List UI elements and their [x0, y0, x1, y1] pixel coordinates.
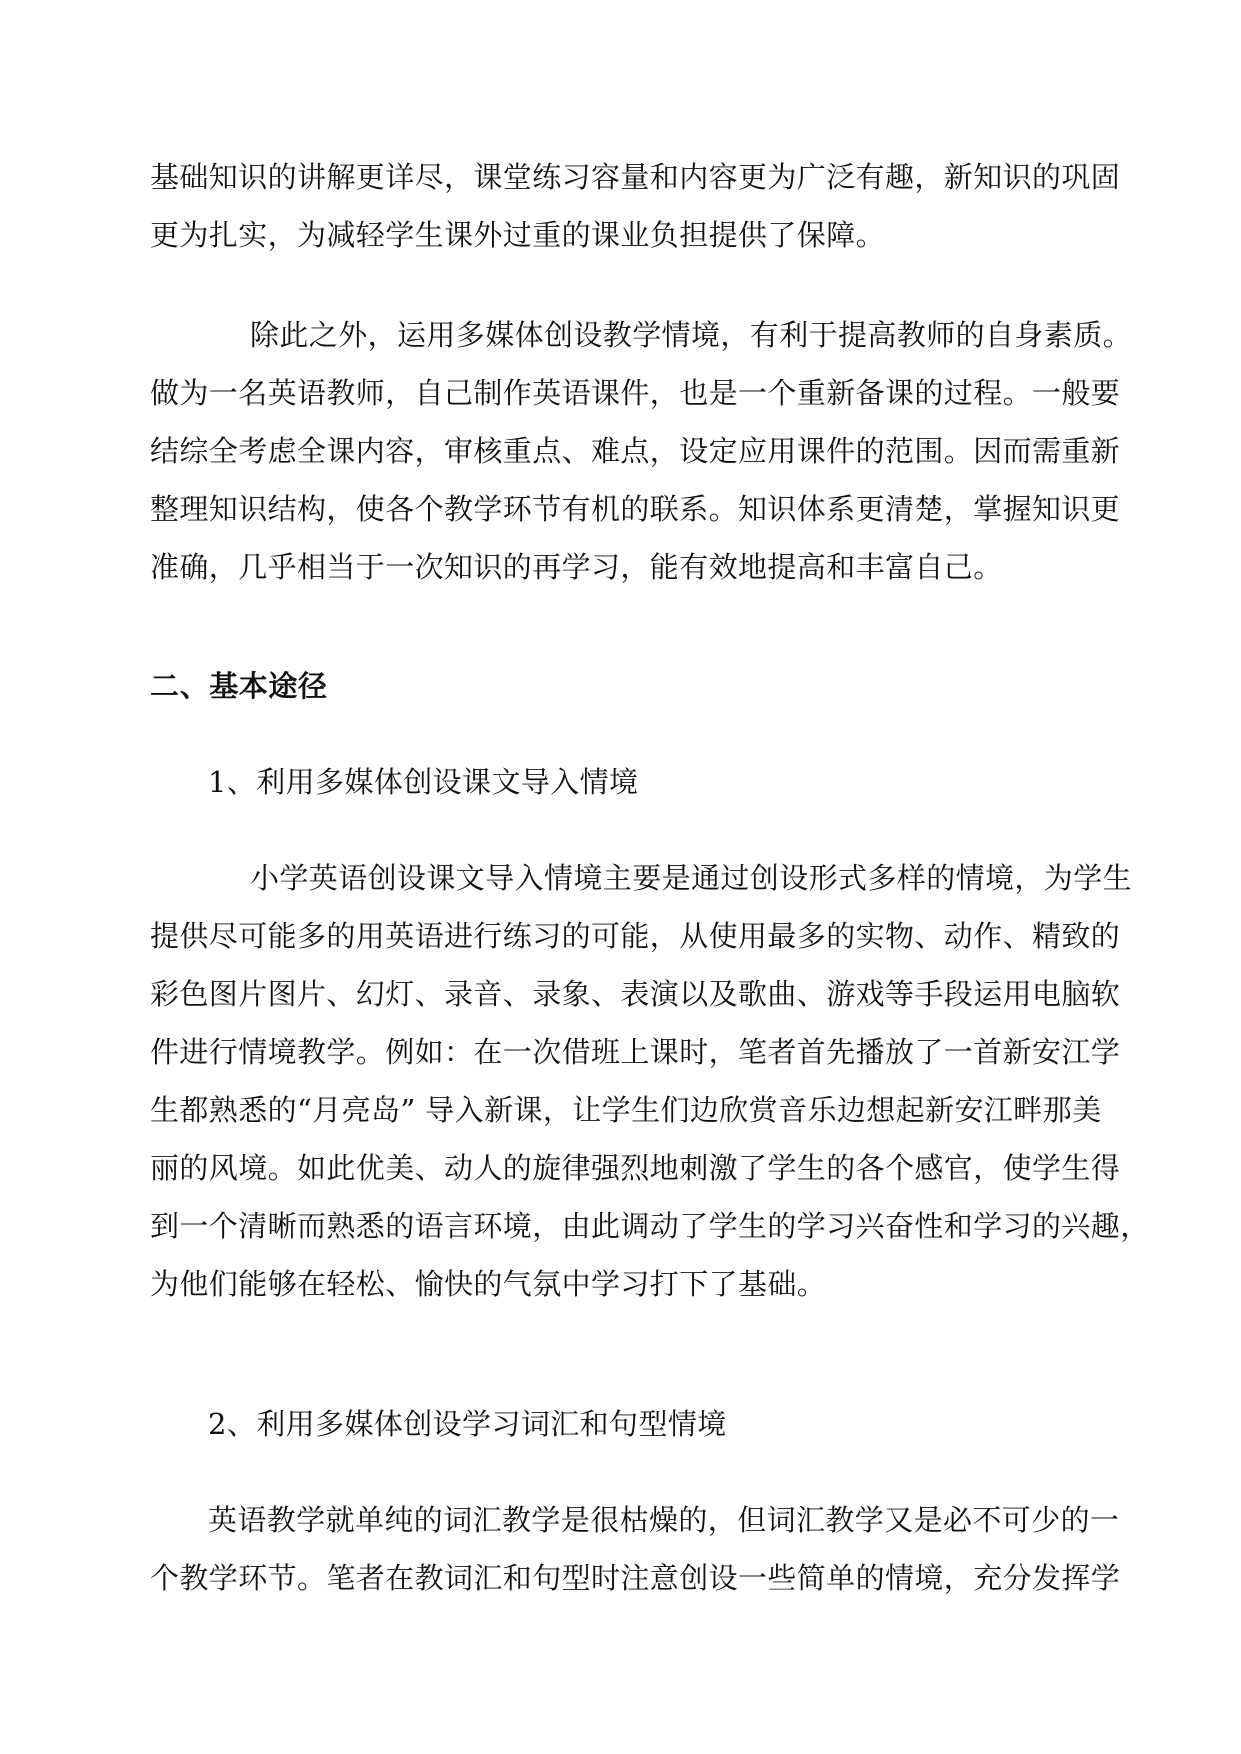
- paragraph-line: 件进行情境教学。例如：在一次借班上课时，笔者首先播放了一首新安江学: [150, 1035, 1121, 1069]
- paragraph-line: 准确，几乎相当于一次知识的再学习，能有效地提高和丰富自己。: [150, 550, 1003, 584]
- paragraph-line: 生都熟悉的“月亮岛” 导入新课，让学生们边欣赏音乐边想起新安江畔那美: [150, 1093, 1102, 1127]
- section-heading: 二、基本途径: [150, 669, 328, 703]
- paragraph-line: 丽的风境。如此优美、动人的旋律强烈地刺激了学生的各个感官，使学生得: [150, 1151, 1121, 1185]
- paragraph-line: 提供尽可能多的用英语进行练习的可能，从使用最多的实物、动作、精致的: [150, 919, 1121, 953]
- paragraph-line: 英语教学就单纯的词汇教学是很枯燥的，但词汇教学又是必不可少的一: [208, 1503, 1120, 1537]
- paragraph-line: 更为扎实，为减轻学生课外过重的课业负担提供了保障。: [150, 218, 886, 252]
- paragraph-line: 结综全考虑全课内容，审核重点、难点，设定应用课件的范围。因而需重新: [150, 434, 1121, 468]
- paragraph-4: [150, 1491, 1121, 1607]
- paragraph-line: 整理知识结构，使各个教学环节有机的联系。知识体系更清楚，掌握知识更: [150, 492, 1121, 526]
- paragraph-2: [150, 306, 1133, 596]
- paragraph-1: [150, 148, 1121, 264]
- paragraph-line: 小学英语创设课文导入情境主要是通过创设形式多样的情境，为学生: [250, 861, 1133, 895]
- paragraph-line: 基础知识的讲解更详尽，课堂练习容量和内容更为广泛有趣，新知识的巩固: [150, 160, 1121, 194]
- paragraph-line: 到一个清晰而熟悉的语言环境，由此调动了学生的学习兴奋性和学习的兴趣，: [150, 1209, 1150, 1243]
- paragraph-line: 个教学环节。笔者在教词汇和句型时注意创设一些简单的情境，充分发挥学: [150, 1561, 1121, 1595]
- subheading-1: 1、利用多媒体创设课文导入情境: [208, 765, 639, 799]
- paragraph-line: 除此之外，运用多媒体创设教学情境，有利于提高教师的自身素质。: [250, 318, 1133, 352]
- paragraph-line: 彩色图片图片、幻灯、录音、录象、表演以及歌曲、游戏等手段运用电脑软: [150, 977, 1121, 1011]
- paragraph-line: 为他们能够在轻松、愉快的气氛中学习打下了基础。: [150, 1267, 827, 1301]
- paragraph-line: 做为一名英语教师，自己制作英语课件，也是一个重新备课的过程。一般要: [150, 376, 1121, 410]
- paragraph-3: [150, 849, 1150, 1313]
- subheading-2: 2、利用多媒体创设学习词汇和句型情境: [208, 1407, 727, 1441]
